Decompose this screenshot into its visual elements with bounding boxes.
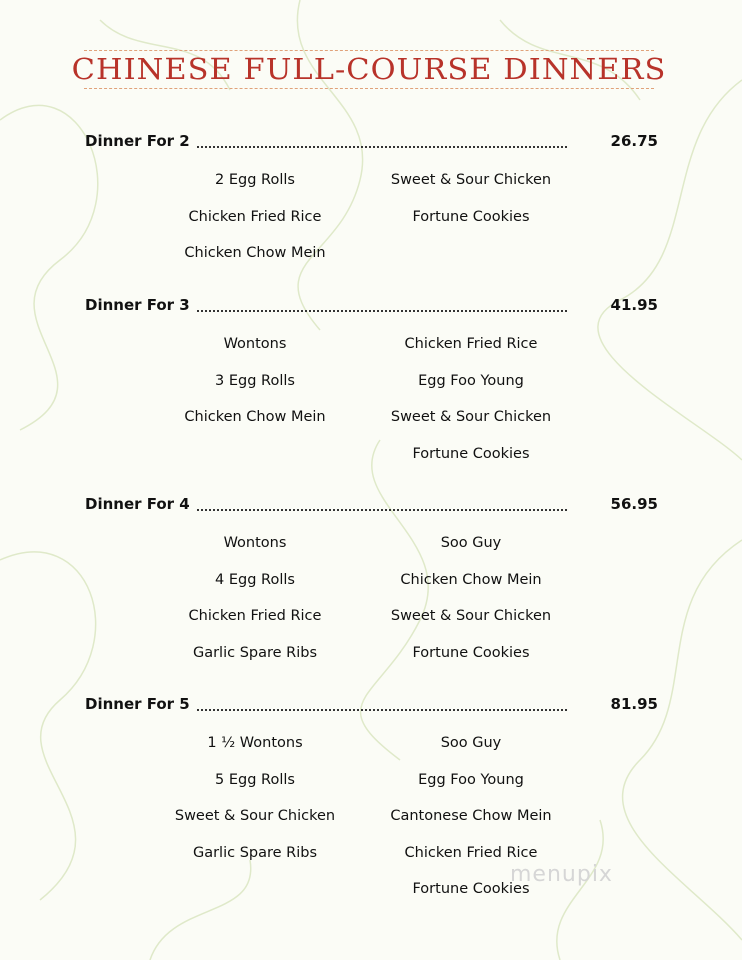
menu-item: Soo Guy [440,735,502,751]
menu-item: Chicken Fried Rice [404,336,538,352]
menu-item: 5 Egg Rolls [215,771,295,788]
menu-item: Fortune Cookies [412,445,530,462]
menu-item: Sweet & Sour Chicken [390,409,552,425]
menu-item: 3 Egg Rolls [215,372,295,389]
dotted-leader [197,709,567,711]
menu-item: Soo Guy [440,535,502,551]
menu-item: 2 Egg Rolls [215,172,295,188]
dotted-leader [197,509,567,511]
title-top-border [84,50,654,51]
dinner-price: 41.95 [610,296,658,314]
menu-item: Wontons [223,336,287,352]
dotted-leader [197,310,567,312]
menu-item: Chicken Chow Mein [184,409,326,425]
menu-item: Garlic Spare Ribs [192,644,318,661]
title-bottom-border [84,88,654,89]
menu-item: Sweet & Sour Chicken [390,172,552,188]
dinner-price: 26.75 [610,132,658,150]
menu-item: Chicken Fried Rice [404,844,538,861]
dinner-name: Dinner For 2 [85,132,190,150]
menu-item: Chicken Fried Rice [188,208,322,225]
dinner-price: 81.95 [610,695,658,713]
menu-item: 1 ½ Wontons [207,735,303,751]
page-title: CHINESE FULL-COURSE DINNERS [71,52,667,86]
dinner-price: 56.95 [610,495,658,513]
menu-item: Garlic Spare Ribs [192,844,318,861]
menu-item: Chicken Chow Mein [400,571,542,588]
menu-item: Sweet & Sour Chicken [174,808,336,824]
menu-item: Egg Foo Young [418,372,524,389]
dinner-name: Dinner For 5 [85,695,190,713]
menu-item: Chicken Fried Rice [188,608,322,624]
menu-item: Fortune Cookies [412,208,530,225]
menu-item: 4 Egg Rolls [215,571,295,588]
menu-item: Fortune Cookies [412,644,530,661]
dinner-name: Dinner For 4 [85,495,190,513]
menu-item: Sweet & Sour Chicken [390,608,552,624]
menu-item: Chicken Chow Mein [184,245,326,261]
watermark: menupix [510,862,613,887]
menu-item: Fortune Cookies [412,881,530,897]
menu-item: Cantonese Chow Mein [390,808,552,824]
menu-item: Egg Foo Young [418,771,524,788]
dinner-name: Dinner For 3 [85,296,190,314]
menu-item: Wontons [223,535,287,551]
dotted-leader [197,146,567,148]
